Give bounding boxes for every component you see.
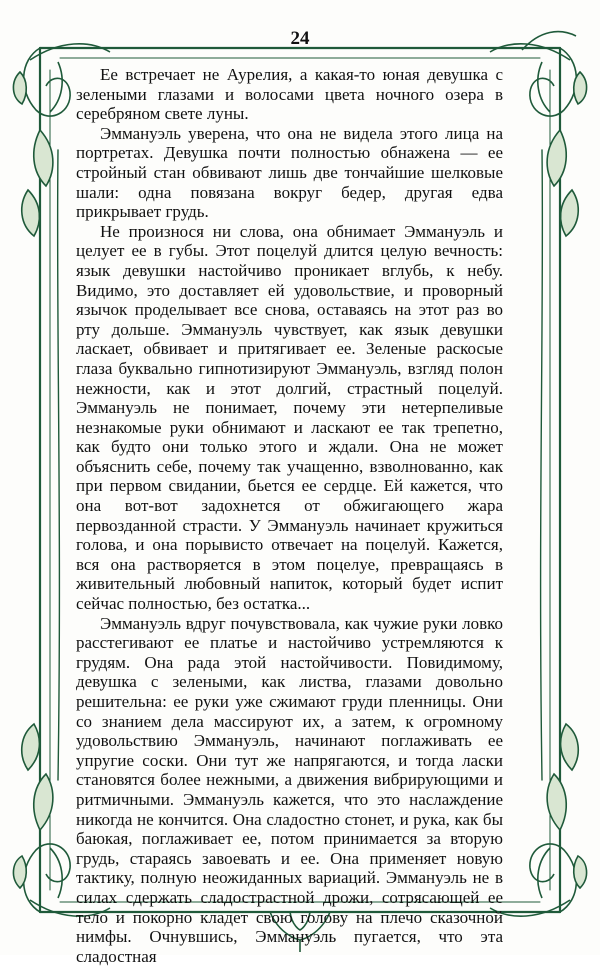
paragraph-1: Ее встречает не Аурелия, а какая-то юная девушка с зелеными глазами и волосами цвета ночного озера в серебряном свете луны. <box>76 65 503 124</box>
body-text <box>76 65 503 966</box>
paragraph-4: Эммануэль вдруг почувствовала, как чужие руки ловко расстегивают ее платье и настойчиво устремляются к грудям. Она рада этой настойчивости. Повидимому, девушка с зелеными, как листва, глазами довольно решительна: ее руки уже сжимают груди пленницы. Они со знанием дела массируют их, а затем, к огромному удовольствию Эммануэль, начинают поглаживать ее упругие соски. Они тут же напрягаются, и тогда ласки становятся более нежными, а движения вибрирующими и ритмичными. Эммануэль кажется, что это наслаждение никогда не кончится. Она сладостно стонет, и рука, как бы баюкая, поглаживает ее, потом принимается за вторую грудь, стараясь завоевать и ее. Она применяет новую тактику, полную неожиданных вариаций. Эммануэль не в силах сдержать сладострастной дрожи, сотрясающей ее тело и покорно кладет свою голову на плечо сказочной нимфы. Очнувшись, Эммануэль пугается, что эта сладостная <box>76 613 503 966</box>
paragraph-3: Не произнося ни слова, она обнимает Эммануэль и целует ее в губы. Этот поцелуй длится целую вечность: язык девушки настойчиво проникает вглубь, к небу. Видимо, это доставляет ей удовольствие, и проворный язычок проделывает все снова, оставаясь на этот раз во рту дольше. Эммануэль чувствует, как язык девушки ласкает, обвивает и притягивает ее. Зеленые раскосые глаза буквально гипнотизируют Эммануэль, взгляд полон нежности, как и этот долгий, страстный поцелуй. Эммануэль не понимает, почему эти нетерпеливые незнакомые руки обнимают и ласкают ее так трепетно, как будто они только этого и ждали. Она не может объяснить себе, почему так учащенно, взволнованно, как при первом свидании, бьется ее сердце. Ей кажется, что она вот-вот задохнется от обжигающего жара первозданной страсти. У Эммануэль начинает кружиться голова, и она порывисто отвечает на поцелуй. Кажется, вся она растворяется в этом поцелуе, превращаясь в живительный любовный напиток, который будет испит сейчас полностью, без остатка... <box>76 221 503 614</box>
paragraph-2: Эммануэль уверена, что она не видела этого лица на портретах. Девушка почти полностью обнажена — ее стройный стан обвивают лишь две тончайшие шелковые шали: одна повязана вокруг бедер, другая едва прикрывает грудь. <box>76 123 503 222</box>
page-number: 24 <box>290 28 310 49</box>
